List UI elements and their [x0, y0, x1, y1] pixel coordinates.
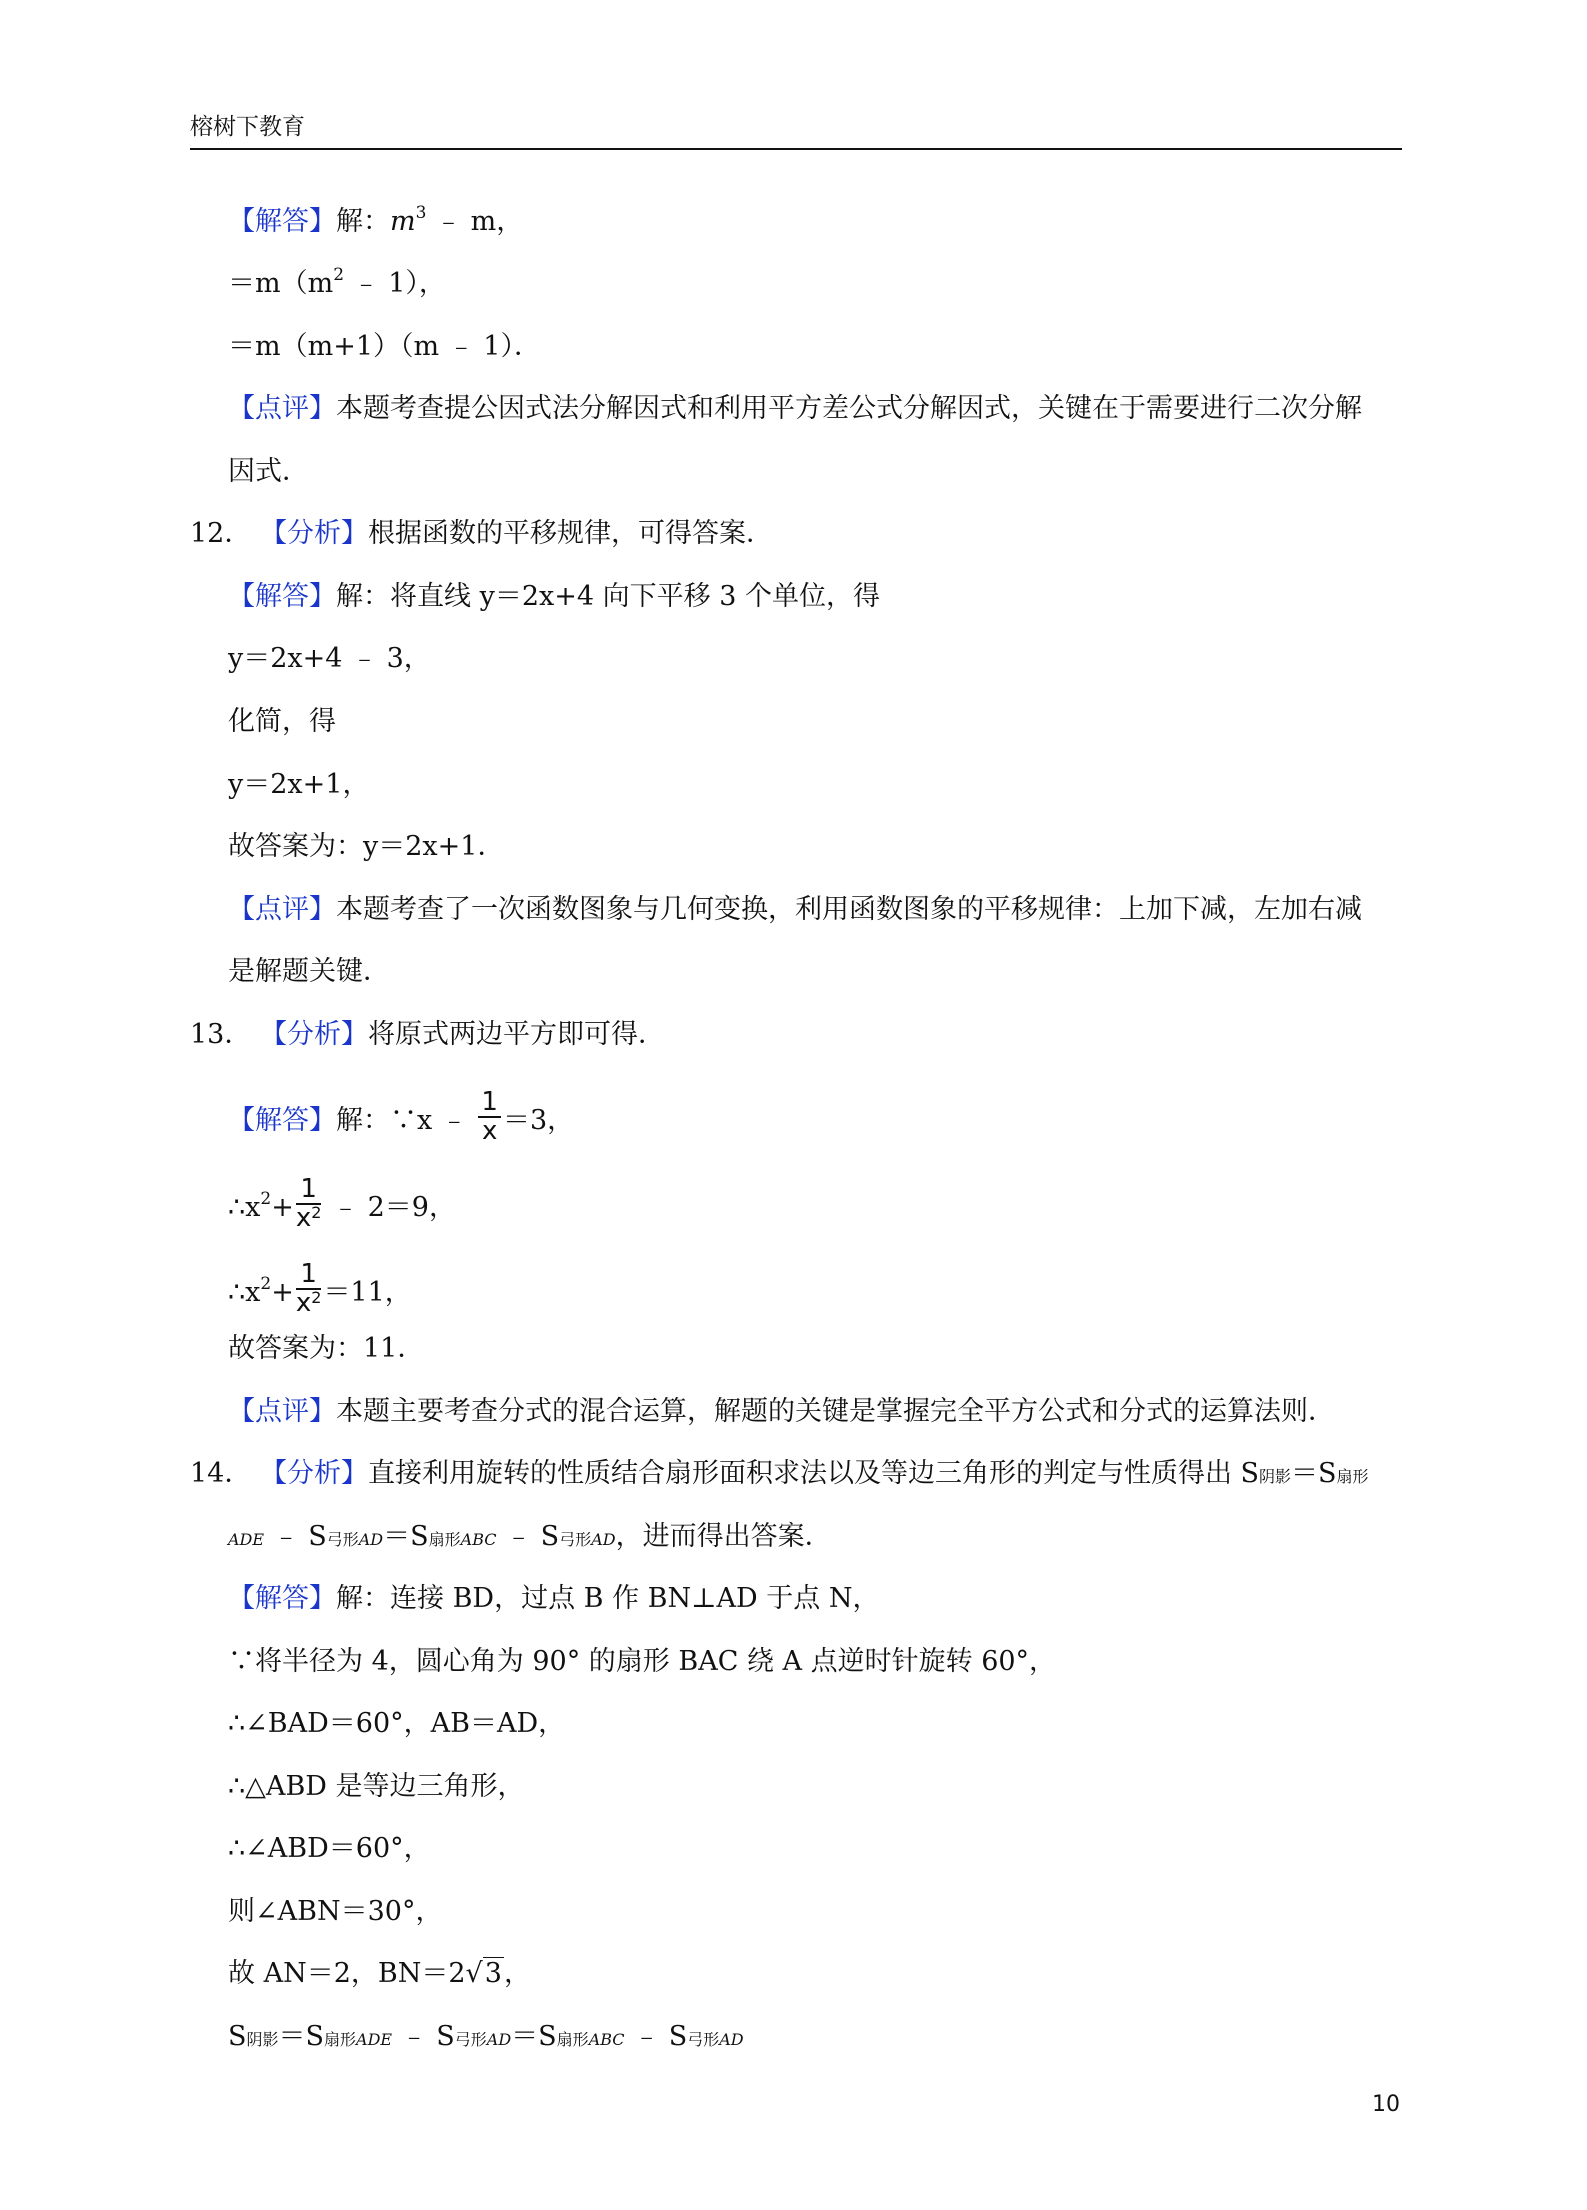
q12-analysis-line — [190, 520, 773, 547]
q14-l8-shanxing2: 扇形 — [556, 2030, 589, 2049]
q14-l8-gongxing2: 弓形 — [687, 2030, 720, 2049]
q12-sol-eq: y＝2x+4 — [479, 581, 595, 612]
q14-l8-abc: ABC — [588, 2030, 625, 2049]
answer-tag: 【解答】 — [228, 1583, 336, 1614]
fraction-den-exp: 2 — [311, 1288, 322, 1308]
fraction-den-x: x — [295, 1203, 312, 1234]
q13-l2-a: ∴x — [228, 1191, 261, 1223]
fraction-numerator: 1 — [478, 1089, 501, 1118]
q14-l8-eq-s2: ＝S — [511, 2021, 557, 2052]
q12-solution-line-4: y＝2x+1， — [228, 769, 370, 800]
comment-tag: 【点评】 — [228, 393, 336, 424]
q14-l8-shanxing: 扇形 — [324, 2030, 357, 2049]
q14-solution-line-2: ∵将半径为 4，圆心角为 90° 的扇形 BAC 绕 A 点逆时针旋转 60°， — [228, 1646, 1057, 1677]
q14-l8-ad: AD — [486, 2030, 512, 2049]
q12-analysis-text: 根据函数的平移规律，可得答案． — [367, 518, 773, 549]
q13-analysis-text: 将原式两边平方即可得． — [367, 1019, 665, 1050]
q13-l3-exp: 2 — [260, 1273, 272, 1294]
q11-sol-text: 解： — [336, 206, 390, 237]
q13-l2-plus: + — [271, 1191, 294, 1223]
q13-number: 13． — [190, 1019, 252, 1050]
q14-l8-ad2: AD — [719, 2030, 744, 2049]
analysis-tag: 【分析】 — [259, 1019, 368, 1050]
q12-comment-line-1 — [228, 896, 1362, 923]
q14-solution-line-4: ∴△ABD 是等边三角形， — [228, 1771, 525, 1802]
q14-sub-shanxing: 扇形 — [1336, 1467, 1369, 1486]
q11-step2-b: ﹣ 1）， — [344, 268, 446, 299]
answer-tag: 【解答】 — [228, 581, 336, 612]
q13-l3-a: ∴x — [228, 1276, 261, 1308]
q11-solution-line-3: ＝m（m+1）（m ﹣ 1）． — [228, 331, 541, 362]
q14-l7-b: ， — [503, 1958, 531, 1989]
q11-solution-line-1 — [228, 203, 524, 237]
q14-solution-line-1 — [228, 1585, 879, 1612]
q11-exp3: 3 — [415, 203, 427, 223]
header-title: 榕树下教育 — [190, 114, 305, 140]
q14-an2-ad: AD — [358, 1530, 384, 1549]
fraction-den-x: x — [295, 1288, 312, 1319]
q12-solution-line-1 — [228, 583, 880, 610]
q12-sol-a: 解：将直线 — [336, 581, 480, 612]
fraction-den-exp: 2 — [311, 1203, 322, 1223]
fraction-numerator: 1 — [296, 1261, 322, 1290]
q13-sol-b: ＝3， — [502, 1104, 575, 1136]
q14-l8-gongxing: 弓形 — [454, 2030, 487, 2049]
q13-solution-line-3 — [228, 1259, 412, 1322]
q12-answer-line — [228, 833, 504, 860]
fraction-1-over-x — [478, 1089, 501, 1146]
q14-l8-minus-s2: ﹣ S — [624, 2021, 688, 2052]
q14-solution-line-8 — [228, 2023, 744, 2050]
q12-sol-b: 向下平移 3 个单位，得 — [594, 581, 880, 612]
q14-an2-gongxing: 弓形 — [326, 1530, 359, 1549]
q13-solution-line-1 — [228, 1087, 575, 1150]
q13-l2-b: ﹣ 2＝9， — [323, 1191, 456, 1223]
q14-number: 14． — [190, 1458, 252, 1489]
q14-an2-minus-s2: ﹣ S — [496, 1521, 560, 1552]
q12-comment-text: 本题考查了一次函数图象与几何变换，利用函数图象的平移规律：上加下减，左加右减 — [336, 894, 1362, 925]
q11-comment-line-2: 因式． — [228, 456, 309, 487]
q12-comment-line-2: 是解题关键． — [228, 956, 390, 987]
page-number: 10 — [1372, 2092, 1400, 2117]
header-rule — [190, 148, 1402, 150]
q12-solution-line-3: 化简，得 — [228, 706, 336, 737]
fraction-denominator: x — [481, 1116, 498, 1147]
q14-l8-ade: ADE — [356, 2030, 393, 2049]
q14-solution-line-6: 则∠ABN＝30°， — [228, 1896, 443, 1927]
q14-solution-line-3: ∴∠BAD＝60°，AB＝AD， — [228, 1708, 566, 1739]
q14-an2-gongxing2: 弓形 — [559, 1530, 592, 1549]
q13-l2-exp: 2 — [260, 1188, 272, 1209]
q14-analysis-text: 直接利用旋转的性质结合扇形面积求法以及等边三角形的判定与性质得出 S — [367, 1458, 1260, 1489]
q12-solution-line-2: y＝2x+4 ﹣ 3， — [228, 643, 431, 674]
q11-step2-a: ＝m（m — [228, 268, 334, 299]
q14-analysis-line-1 — [190, 1460, 1369, 1487]
fraction-denominator — [296, 1205, 322, 1232]
q11-var-m: m — [390, 206, 416, 237]
q14-an2-eq-s: ＝S — [383, 1521, 429, 1552]
q12-number: 12． — [190, 518, 252, 549]
q12-answer-value: y＝2x+1． — [363, 831, 505, 862]
q14-l8-minus-s: ﹣ S — [392, 2021, 455, 2052]
q13-comment-text: 本题主要考查分式的混合运算，解题的关键是掌握完全平方公式和分式的运算法则． — [336, 1396, 1335, 1427]
fraction-1-over-x2 — [296, 1176, 322, 1233]
answer-tag: 【解答】 — [228, 206, 336, 237]
q14-l8-s: S — [228, 2021, 247, 2052]
comment-tag: 【点评】 — [228, 1396, 336, 1427]
q11-exp2: 2 — [333, 265, 345, 285]
q14-solution-line-7 — [228, 1960, 531, 1987]
analysis-tag: 【分析】 — [259, 518, 368, 549]
q13-analysis-line — [190, 1021, 665, 1048]
q13-l3-b: ＝11， — [323, 1276, 412, 1308]
q11-minus-m: ﹣ m， — [426, 206, 524, 237]
q14-eq-s: ＝S — [1291, 1458, 1337, 1489]
q14-an2-abc: ABC — [460, 1530, 497, 1549]
analysis-tag: 【分析】 — [259, 1458, 368, 1489]
q13-comment-line — [228, 1398, 1335, 1425]
q13-l3-plus: + — [271, 1276, 294, 1308]
q14-l7-a: 故 AN＝2，BN＝2 — [228, 1958, 466, 1989]
answer-tag: 【解答】 — [228, 1104, 336, 1136]
fraction-numerator: 1 — [296, 1176, 322, 1205]
q14-l8-yinying: 阴影 — [246, 2030, 279, 2049]
fraction-denominator — [296, 1290, 322, 1317]
q13-solution-line-2 — [228, 1174, 456, 1237]
q14-sub-yinying: 阴影 — [1259, 1467, 1292, 1486]
comment-tag: 【点评】 — [228, 894, 336, 925]
q12-answer-label: 故答案为： — [228, 831, 363, 862]
q14-solution-line-5: ∴∠ABD＝60°， — [228, 1833, 431, 1864]
q11-comment-text: 本题考查提公因式法分解因式和利用平方差公式分解因式，关键在于需要进行二次分解 — [336, 393, 1362, 424]
q14-an2-tail: ，进而得出答案． — [615, 1521, 832, 1552]
q11-comment-line-1 — [228, 395, 1362, 422]
q14-an2-shanxing: 扇形 — [428, 1530, 461, 1549]
q14-l8-eq-s: ＝S — [278, 2021, 325, 2052]
q14-sol-text: 解：连接 BD，过点 B 作 BN⊥AD 于点 N， — [336, 1583, 880, 1614]
q14-analysis-line-2 — [228, 1523, 832, 1550]
sqrt-radicand: 3 — [484, 1958, 502, 1989]
q14-an2-ade: ADE — [228, 1530, 265, 1549]
q14-an2-ad2: AD — [591, 1530, 616, 1549]
q11-solution-line-2 — [228, 265, 446, 299]
q13-sol-a: 解：∵x ﹣ — [336, 1104, 477, 1136]
q14-an2-minus-s: ﹣ S — [264, 1521, 327, 1552]
fraction-1-over-x2 — [296, 1261, 322, 1318]
q13-answer-line: 故答案为：11． — [228, 1333, 425, 1364]
sqrt-symbol: √ — [465, 1958, 483, 1989]
